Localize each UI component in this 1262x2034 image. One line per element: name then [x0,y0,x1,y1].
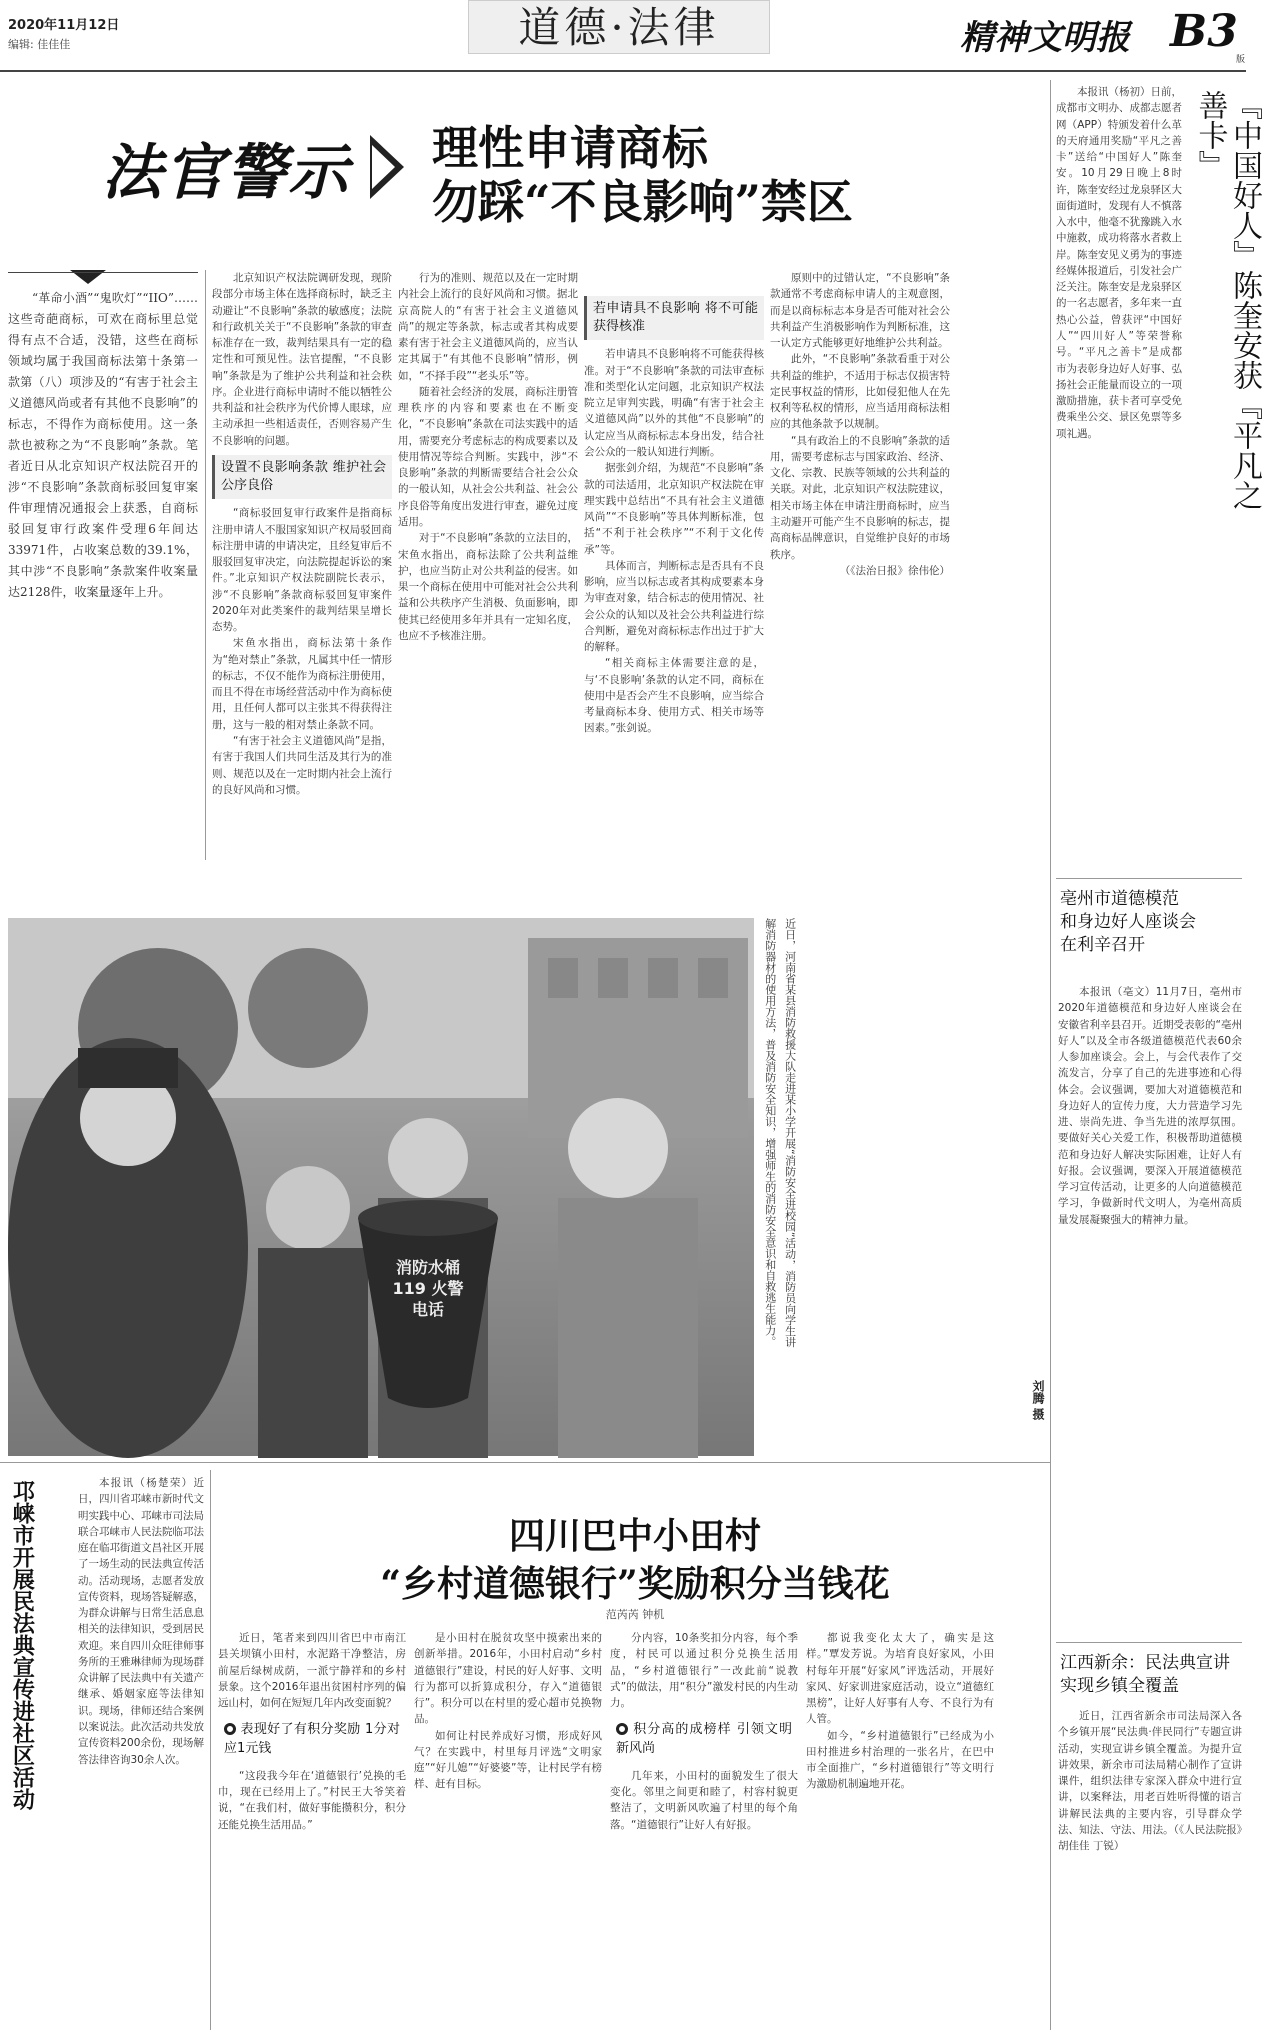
header-page-suffix: 版 [1236,55,1246,65]
right-bottom-title-2: 实现乡镇全覆盖 [1060,1675,1179,1696]
bottom-col4-p2: 如今，“乡村道德银行”已经成为小田村推进乡村治理的一张名片，在巴中市全面推广，“乡村道德银行”等文明行为激励机制遍地开花。 [806,1729,994,1791]
header-section-banner [468,0,770,54]
target-icon-2 [616,1723,628,1735]
right-bottom-body-text: 近日，江西省新余市司法局深入各个乡镇开展“民法典·伴民同行”专题宣讲活动，实现宣讲乡镇全覆盖。为提升宣讲效果，新余市司法局精心制作了宣讲课件，组织法律专家深入群众中进行宣讲，以案释法，用老百姓听得懂的语言讲解民法典的主要内容，引导群众学法、知法、守法、用法。（《人民法院报》胡佳佳 丁锐） [1058,1710,1242,1853]
bottom-title-line1: 四川巴中小田村 [508,1515,761,1557]
play-arrow-inner [372,145,395,189]
header-section: 道德·法律 [518,3,720,52]
bottom-col2-p1: 是小田村在脱贫攻坚中摸索出来的创新举措。2016年，小田村启动“乡村道德银行”建设，村民的好人好事、文明行为都可以折算成积分，存入“道德银行”。积分可以在村里的爱心超市兑换物品。 [414,1632,602,1726]
divider-right-2 [1056,1642,1242,1643]
column-tag: 法官警示 [102,138,350,208]
bottom-subhead-2 [610,1717,798,1761]
bottom-col1-p1: 近日，笔者来到四川省巴中市南江县关坝镇小田村，水泥路干净整洁，房前屋后绿树成荫，一派宁静祥和的乡村景象。这个2016年退出贫困村序列的偏远山村，如何在短短几年内改变面貌？ [218,1632,406,1710]
bottom-title-line2: “乡村道德银行”奖励积分当钱花 [380,1563,890,1605]
header-editor: 编辑: 佳佳佳 [8,38,71,51]
right-mid-title-3: 在利辛召开 [1060,934,1145,955]
photo-illustration [8,918,754,1456]
main-col4-p2: 此外，“不良影响”条款看重于对公共利益的维护，不适用于标志仅损害特定民事权益的情形，比如侵犯他人在先权利等私权的情形，应当适用商标法相应的其他条款予以规制。 [770,353,950,431]
main-subhead-2: 若申请具不良影响 将不可能获得核准 [584,296,764,340]
main-col-3 [584,270,764,737]
right-top-body [1056,84,1182,442]
bottom-col3-p2: 几年来，小田村的面貌发生了很大变化。邻里之间更和睦了，村容村貌更整洁了，文明新风吹遍了村里的每个角落。“道德银行”让好人有好报。 [610,1769,798,1831]
main-col2-p2: 随着社会经济的发展，商标注册管理秩序的内容和要素也在不断变化，“不良影响”条款在司法实践中的适用，需要充分考虑标志的构成要素以及使用情况等综合判断。实践中，涉“不良影响”条款的判断需要结合社会公众的一般认知，从社会公共利益、社会公序良俗等角度出发进行审查，避免过度适用。 [398,385,578,528]
main-col3-p1: 若申请具不良影响将不可能获得核准。对于“不良影响”条款的司法审查标准和类型化认定问题，北京知识产权法院立足审判实践，明确“有害于社会主义道德风尚”以外的其他“不良影响”的认定应当从商标标志本身出发，结合社会公众的一般认知进行判断。 [584,348,764,458]
main-col-2 [398,270,578,644]
bottom-col1-p2: “这段我今年在‘道德银行’兑换的毛巾，现在已经用上了。”村民王大爷笑着说，“在我们村，做好事能攒积分，积分还能兑换生活用品。” [218,1769,406,1831]
photo-caption [760,918,800,1358]
main-col3-p4: “相关商标主体需要注意的是，与‘不良影响’条款的认定不同，商标在使用中是否会产生不良影响，应当综合考量商标本身、使用方式、相关市场等因素。”张剑说。 [584,657,764,735]
divider-bottom-left [210,1470,211,2030]
photo-credit: 刘腾 摄 [1031,1380,1045,1421]
main-col1-p1: 北京知识产权法院调研发现，现阶段部分市场主体在选择商标时，缺乏主动避让“不良影响”条款的敏感度；法院和行政机关关于“不良影响”条款的审查标准存在一致，裁判结果具有一定的稳定性和可预见性。法官提醒，“不良影响”条款是为了维护公共利益和社会秩序。企业进行商标申请时不能以牺牲公共利益和社会秩序为代价博人眼球，应主动承担一些相适责任，否则容易产生不良影响的问题。 [212,272,392,447]
right-mid-title-1: 亳州市道德模范 [1060,889,1179,909]
right-bottom-title-1: 江西新余：民法典宣讲 [1060,1653,1230,1673]
left-vertical-body-text: 本报讯（杨楚荣）近日，四川省邛崃市新时代文明实践中心、邛崃市司法局联合邛崃市人民法院临邛法庭在临邛街道文昌社区开展了一场生动的民法典宣传活动。活动现场，志愿者发放宣传资料，现场答疑解惑，为群众讲解与日常生活息息相关的法律知识，受到居民欢迎。来自四川众旺律师事务所的王雅琳律师为现场群众讲解了民法典中有关遗产继承、婚姻家庭等法律知识。现场，律师还结合案例以案说法。此次活动共发放宣传资料200余份，现场解答法律咨询30余人次。 [78,1477,204,1766]
main-col4-p3: “具有政治上的不良影响”条款的适用，需要考虑标志与国家政治、经济、文化、宗教、民族等领域的公共利益的关联。对此，北京知识产权法院建议，相关市场主体在申请注册商标时，应当主动避开可能产生不良影响的标志，提高商标品牌意识，自觉维护良好的市场秩序。 [770,434,950,561]
right-bottom-body [1058,1708,1242,1854]
main-col3-p3: 具体而言，判断标志是否具有不良影响，应当以标志或者其构成要素本身为审查对象，结合标志的使用情况、社会公众的认知以及社会公共利益进行综合判断，避免对商标标志作出过于扩大的解释。 [584,559,764,654]
right-top-vertical-title: 『中国好人』陈奎安获『平凡之善卡』 [1192,90,1262,510]
bucket-label: 消防水桶 119 火警电话 [392,1258,464,1319]
main-col1-p4: “有害于社会主义道德风尚”是指，有害于我国人们共同生活及其行为的准则、规范以及在一定时期内社会上流行的良好风尚和习惯。 [212,735,392,796]
bottom-col4-p1: 都说我变化太大了，确实是这样。”覃发芳说。为培育良好家风，小田村每年开展“好家风”评选活动，开展好家风、好家训进家庭活动，设立“道德红黑榜”，让好人好事有人夸、不良行为有人管。 [806,1632,994,1726]
main-subhead-1: 设置不良影响条款 维护社会公序良俗 [212,455,392,499]
bottom-subhead-1 [218,1717,406,1761]
photo-caption-text: 近日，河南省某县消防救援大队走进某小学开展“消防安全进校园”活动，消防员向学生讲解消防器材的使用方法，普及消防安全知识，增强师生的消防安全意识和自救逃生能力。 [763,918,797,1348]
bottom-col-1 [218,1630,406,1833]
main-col2-p3: 对于“不良影响”条款的立法目的，宋鱼水指出，商标法除了公共利益维护，也应当防止对公共利益的侵害。如果一个商标在使用中可能对社会公共利益和公共秩序产生消极、负面影响，即使其已经使用多年并具有一定知名度，也应不予核准注册。 [398,532,578,642]
main-col1-p3: 宋鱼水指出，商标法第十条作为“绝对禁止”条款，凡属其中任一情形的标志，不仅不能作为商标注册使用，而且不得在市场经营活动中作为商标使用，且任何人都可以主张其不得获得注册，这与一般的相对禁止条款不同。 [212,637,392,731]
bottom-subhead-2-text: 积分高的成榜样 引领文明新风尚 [616,1722,792,1756]
main-col-1 [212,270,392,798]
header-paper-name: 精神文明报 [960,18,1130,58]
divider-right-column [1050,80,1051,2030]
target-icon [224,1723,236,1735]
main-col4-p1: 原则中的过错认定，“不良影响”条款通常不考虑商标申请人的主观意图，而是以商标标志本身是否可能对社会公共利益产生消极影响作为判断标准，这一认定方式能够更好地维护公共利益。 [770,272,950,350]
bottom-col-3 [610,1630,798,1833]
main-col2-p1: 行为的准则、规范以及在一定时期内社会上流行的良好风尚和习惯。据北京高院人的“有害于社会主义道德风尚”的规定等条款，标志或者其构成要素有害于社会主义道德风尚的，应当认定其属于“有其他不良影响”情形，例如，“不择手段”“老头乐”等。 [398,272,578,382]
bottom-subhead-1-text: 表现好了有积分奖励 1分对应1元钱 [224,1722,400,1756]
divider-main-left [205,270,206,860]
main-source: （《法治日报》徐伟伦） [839,564,950,577]
header-date: 2020年11月12日 [8,18,120,33]
right-top-body-text: 本报讯（杨初）日前，成都市文明办、成都志愿者网（APP）特颁发着什么革的天府通用奖励“平凡之善卡”送给“中国好人”陈奎安。10月29日晚上8时许，陈奎安经过龙泉驿区大面街道时，发现有人不慎落入水中，他毫不犹豫跳入水中施救，成功将落水者救上岸。陈奎安见义勇为的事迹经媒体报道后，引发社会广泛关注。陈奎安是龙泉驿区的一名志愿者，多年来一直热心公益，曾获评“中国好人”“四川好人”等荣誉称号。“平凡之善卡”是成都市为表彰身边好人好事、弘扬社会正能量而设立的一项激励措施，获卡者可享受免费乘坐公交、景区免票等多项礼遇。 [1056,86,1182,440]
main-title-line2: 勿踩“不良影响”禁区 [432,175,853,229]
bottom-col2-p2: 如何让村民养成好习惯，形成好风气？在实践中，村里每月评选“文明家庭”“好儿媳”“好婆婆”等，让村民学有榜样、赶有目标。 [414,1729,602,1791]
news-photo [8,918,754,1456]
intro-rule [8,272,198,273]
main-col1-p2: “商标驳回复审行政案件是指商标注册申请人不服国家知识产权局驳回商标注册申请的申请决定，且经复审后不服驳回复审决定，向法院提起诉讼的案件。”北京知识产权法院副院长表示，涉“不良影响”条款商标驳回复审案件2020年对此类案件的裁判结果呈增长态势。 [212,507,392,634]
left-vertical-title: 邛崃市开展民法典宣传进社区活动 [9,1480,35,1810]
main-title-line1: 理性申请商标 [432,121,708,175]
left-vertical-body [78,1475,204,1768]
main-intro-text: “革命小酒”“鬼吹灯”“IIO”……这些奇葩商标，可欢在商标里总觉得有点不合适，没错，这些在商标领域均属于我国商标法第十条第一款第（八）项涉及的“有害于社会主义道德风尚或者有其他不良影响”的标志，不得作为商标使用。这一条款也被称之为“不良影响”条款。笔者近日从北京知识产权法院召开的涉“不良影响”条款商标驳回复审案件审理情况通报会上获悉，自商标驳回复审行政案件受理6年间达33971件，占收案总数的39.1%，其中涉“不良影响”条款案件收案量达2128件，收案量逐年上升。 [8,291,198,599]
main-col-4 [770,270,950,579]
right-mid-body [1058,984,1242,1228]
header-rule [0,70,1246,72]
bottom-authors: 范芮芮 钟机 [605,1608,665,1621]
right-mid-body-text: 本报讯（亳文）11月7日，亳州市2020年道德模范和身边好人座谈会在安徽省利辛县召开。近期受表彰的“亳州好人”以及全市各级道德模范代表60余人参加座谈会。会上，与会代表作了交流发言，分享了自己的先进事迹和心得体会。会议强调，要加大对道德模范和身边好人的宣传力度，大力营造学习先进、崇尚先进、争当先进的浓厚氛围。要做好关心关爱工作，积极帮助道德模范和身边好人解决实际困难，让好人有好报。会议强调，要深入开展道德模范学习宣传活动，让更多的人向道德模范学习，争做新时代文明人，为亳州高质量发展凝聚强大的精神力量。 [1058,986,1242,1226]
bottom-col-4 [806,1630,994,1793]
main-col3-p2: 据张剑介绍，为规范“不良影响”条款的司法适用，北京知识产权法院在审理实践中总结出“不具有社会主义道德风尚”“不良影响”等具体判断标准，包括“不利于社会秩序”“不利于文化传承”等。 [584,462,764,556]
main-intro [8,288,198,603]
header-page-number: B3 [1170,6,1238,57]
right-bottom-title [1060,1652,1242,1698]
divider-photo-bottom [0,1462,1050,1463]
divider-right-1 [1056,878,1242,879]
right-mid-title [1060,888,1242,957]
right-mid-title-2: 和身边好人座谈会 [1060,911,1196,932]
bottom-col3-p1: 分内容，10条奖扣分内容，每个季度，村民可以通过积分兑换生活用品，“乡村道德银行”一改此前“说教式”的做法，用“积分”激发村民的内生动力。 [610,1632,798,1710]
bottom-col-2 [414,1630,602,1793]
